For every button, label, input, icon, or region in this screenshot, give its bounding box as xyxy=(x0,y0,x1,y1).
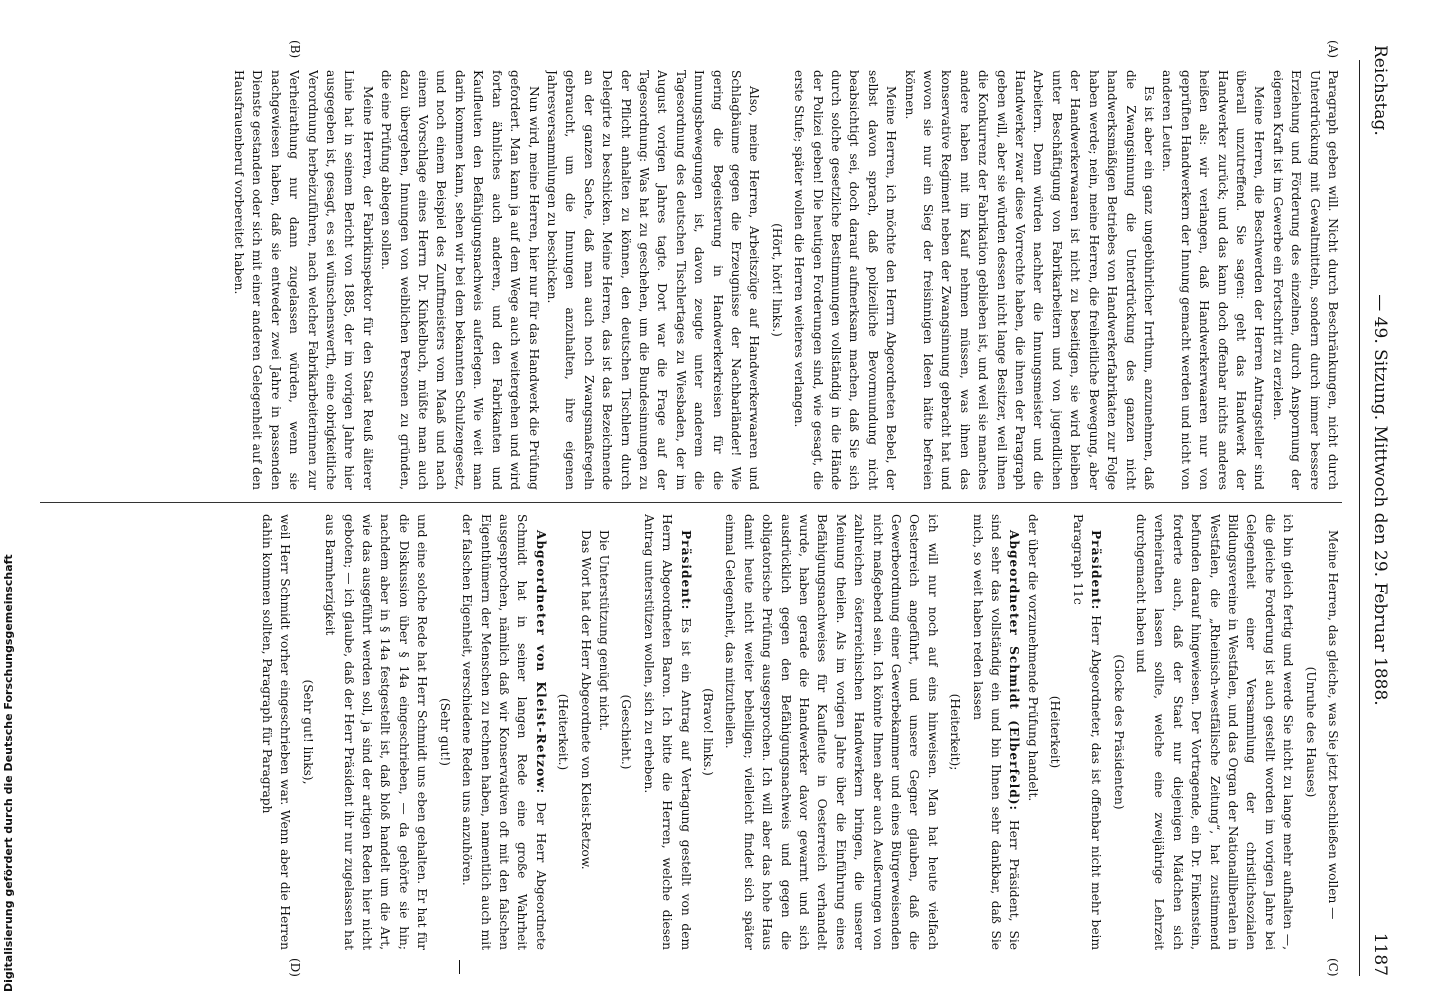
speaker-name: Abgeordneter von Kleist-Retzow: xyxy=(533,530,548,795)
paragraph: Also, meine Herren, Arbeitszüge auf Handwerkerwaaren und Schlagbäume gegen die Erzeugnisse der Nachbarländer! Wie gering die Begeisterung in Handwerkerkreisen für die Innungsbewegungen ist, davon zeugte unter anderem die Tagesordnung des deutschen Tischlertages zu Wiesbaden, der im August vorigen Jahres tagte. Dort war die Frage auf der Tagesordnung: Was hat zu geschehen, um die Bundesinnungen zu der Pflicht anhalten zu können, den deutschen Tischlern durch Delegirte zu beschicken. Meine Herren, das ist das Bezeichnende an der ganzen Sache, daß man auch noch Zwangsmaßregeln gebraucht, um die Innungen anzuhalten, ihre eigenen Jahresversammlungen zu beschicken. xyxy=(544,70,762,490)
speaker-name: Abgeordneter Schmidt (Elberfeld): xyxy=(1007,530,1022,812)
paragraph: Präsident: Es ist ein Antrag auf Vertagung gestellt von dem Herrn Abgeordneten Baron. Ich bitte die Herren, welche diesen Antrag unterstützen wollen, sich zu erheben. xyxy=(641,514,693,950)
stage-direction: (Heiterkeit.) xyxy=(556,693,571,771)
paragraph: Abgeordneter von Kleist-Retzow: Der Herr Abgeordnete Schmidt hat in seiner langen Rede eine große Wahrheit ausgesprochen, nämlich daß wir Konservativen oft mit den falschen Eigenthümern der Menschen zu rechnen haben, namentlich auch mit der falschen Eigenheit, verschiedene Reden uns anzuhören. xyxy=(460,514,548,950)
header-rule xyxy=(1359,60,1360,976)
paragraph: Es ist aber ein ganz ungebührlicher Irrthum, anzunehmen, daß die Zwangsinnung die Unterdrückung des ganzen nicht handwerksmäßigen Betriebes von Handwerkerfabrikaten zur Folge haben werde; nein, meine Herren, die freiheitliche Bewegung, aber der Handwerkerwaaren ist nicht zu beseitigen, sie wird bleiben unter Beschäftigung von Fabrikarbeitern und von jugendlichen Arbeitern. Denn würden nachher die Innungsmeister und die Handwerker zwar diese Vorrechte haben, die ihnen der Paragraph geben will, aber sie würden dessen nicht lange Besitzer, weil ihnen die Konkurrenz der Fabrikation geblieben ist, und weil sie manches andere haben mit im Kauf nehmen müssen, was ihnen das konservative Regiment neben der Zwangsinnung gebracht hat und wovon sie nur ein Sieg der freisinnigen Ideen hätte befreien können. xyxy=(902,70,1156,490)
paragraph: der über die vorzunehmende Prüfung handelt. xyxy=(1025,514,1040,802)
edge-mark xyxy=(459,960,460,974)
paragraph: Das Wort hat der Herr Abgeordnete von Kleist-Retzow. xyxy=(578,530,593,870)
right-column xyxy=(12,514,1342,950)
paragraph: weil Herr Schmidt vorher eingeschrieben war. Wenn aber die Herren dahin kommen sollten, Paragraph für Paragraph xyxy=(260,514,293,950)
stage-direction: (Heiterkeit); xyxy=(948,693,963,771)
paragraph: Die Unterstützung genügt nicht. xyxy=(596,530,611,731)
left-column xyxy=(12,70,1342,490)
paragraph: Meine Herren, ich möchte den Herrn Abgeordneten Bebel, der selbst davon sprach, daß polizeiliche Bevormundung nicht beabsichtigt sei, doch darauf aufmerksam machen, daß Sie sich durch solche gesetzliche Bestimmungen vollständig in die Hände der Polizei geben! Die heutigen Forderungen sind, wie gesagt, die erste Stufe; später wollen die Herren weiteres verlangen. xyxy=(792,70,899,490)
side-strip xyxy=(0,0,14,1000)
paragraph: ich bin gleich fertig und werde Sie nicht zu lange mehr aufhalten —, die gleiche Forderung ist auch gestellt worden im vorigen Jahre bei Gelegenheit einer Versammlung der christlichsozialen Bildungsvereine in Westfalen, und das Organ der Nationalliberalen in Westfalen, die „Rheinisch-westfälische Zeitung“, hat zustimmend befunden darauf hingewiesen. Der Vortragende, ein Dr. Finkenstein, forderte auch, daß der Staat nur diejenigen Mädchen sich verheirathen lassen sollte, welche eine zweijährige Lehrzeit durchgemacht haben und xyxy=(1133,514,1296,950)
speaker-name: Präsident: xyxy=(678,530,693,611)
paragraph: Meine Herren, das gleiche, was Sie jetzt beschließen wollen — xyxy=(1326,530,1340,920)
paragraph: Paragraph geben will. Nicht durch Beschränkungen, nicht durch Unterdrückung mit Gewaltmitteln, sondern durch immer bessere Erziehung und Förderung des einzelnen, durch Anspornung der eigenen Kraft ist im Gewerbe ein Fortschritt zu erzielen. xyxy=(1270,70,1340,490)
page-number: 1187 xyxy=(1370,932,1390,976)
paragraph: Meine Herren, die Beschwerden der Herren Antragsteller sind überall unzutreffend. Sie sagen: geht das Handwerk der Handwerker zurück; und das kann doch offenbar nichts anderes heißen als: wir verlangen, daß Handwerkerwaaren nur von geprüften Handwerkern der Innung gemacht werden und nicht von anderen Leuten. xyxy=(1160,70,1267,490)
page-header xyxy=(1364,0,1390,1000)
stage-direction: (Hört, hört! links.) xyxy=(769,223,784,337)
stage-direction: (Sehr gut!) xyxy=(437,697,452,767)
header-center: — 49. Sitzung. Mittwoch den 29. Februar 1888. xyxy=(1370,294,1390,706)
column-divider xyxy=(40,502,1342,503)
stage-direction: (Bravo! links.) xyxy=(701,688,715,776)
paragraph: Nun wird, meine Herren, hier nur für das Handwerk die Prüfung gefordert. Man kann ja auf dem Wege auch weitergehen und wird fortan ähnliches auch anderen, und den Fabrikanten und Kaufleuten den Befähigungsnachweis auferlegen. Wie weit man darin kommen kann, sehen wir bei dem bekannten Schulzengesetz, und noch einem Beispiel des Zunftmeisters vom Maaß und nach einem Vorschlage eines Herrn Dr. Kinkelbuch, müßte man auch dazu übergehen, Innungen von weiblichen Personen zu gründen, die eine Prüfung ablegen sollen. xyxy=(379,70,541,490)
stage-direction: (Glocke des Präsidenten) xyxy=(1111,654,1126,810)
margin-letter-a: (A) xyxy=(1326,40,1340,59)
funding-note: Digitalisierung gefördert durch die Deutsche Forschungsgemeinschaft xyxy=(2,554,15,992)
stage-direction: (Heiterkeit) xyxy=(1048,695,1063,769)
paragraph: und eine solche Rede hat Herr Schmidt uns eben gehalten. Er hat für die Diskussion über § 14a eingeschrieben, — da gehörte sie hin; nachdem aber in § 14a festgestellt ist, daß bloß handelt um die Art, wie das ausgeführt werden soll, ja sind der artigen Reden hier nicht geboten; — ich glaube, daß der Herr Präsident ihr nur zugelassen hat aus Barmherzigkeit xyxy=(323,514,430,950)
paragraph: Abgeordneter Schmidt (Elberfeld): Herr Präsident, Sie sind sehr das vollständig ein und bin Ihnen sehr dankbar, daß Sie mich, so weit haben reden lassen xyxy=(970,514,1022,950)
margin-letter-d: (D) xyxy=(288,958,302,977)
header-left: Reichstag. xyxy=(1370,45,1390,136)
paragraph: Präsident: Herr Abgeordneter, das ist offenbar nicht mehr beim Paragraph 11c xyxy=(1070,514,1104,950)
stage-direction: (Unruhe des Hauses) xyxy=(1303,666,1318,798)
stage-direction: (Geschieht.) xyxy=(619,694,634,770)
speaker-name: Präsident: xyxy=(1089,530,1104,611)
margin-letter-c: (C) xyxy=(1326,958,1340,977)
stage-direction: (Sehr gut! links), xyxy=(300,679,315,785)
margin-letter-b: (B) xyxy=(288,40,302,59)
paragraph: Meine Herren, der Fabrikinspektor für den Staat Reuß älterer Linie hat in seinem Bericht von 1885, der im vorigen Jahre hier ausgegeben ist, gesagt, es sei wünschenswerth, eine obrigkeitliche Verordnung herbeizuführen, nach welcher Fabrikarbeiterinnen zur Verheirathung nur dann zugelassen würden, wenn sie nachgewiesen haben, daß sie entweder zwei Jahre in passenden Dienste gestanden oder sich mit einer anderen Gelegenheit auf den Hausfrauenberuf vorbereitet haben. xyxy=(232,70,375,490)
paragraph: ich will nur noch auf eins hinweisen. Man hat heute vielfach Oesterreich angeführt, und unsere Gegner glauben, daß die Gewerbeordnung einer Gewerbekammer und eines Bürgerweisenden nicht maßgebend sein. Ich könnte Ihnen aber auch Aeußerungen von zahlreichen österreichischen Handwerkern bringen, die unserer Meinung theilen. Als im vorigen Jahre über die Einführung eines Befähigungsnachweises für Kaufleute in Oesterreich verhandelt wurde, haben gerade die Handwerker davor gewarnt und sich ausdrücklich gegen den Befähigungsnachweis und gegen die obligatorische Prüfung ausgesprochen. Ich will aber das hohe Haus damit heute nicht weiter behelligen; vielleicht findet sich später einmal Gelegenheit, das mitzutheilen. xyxy=(723,514,940,950)
